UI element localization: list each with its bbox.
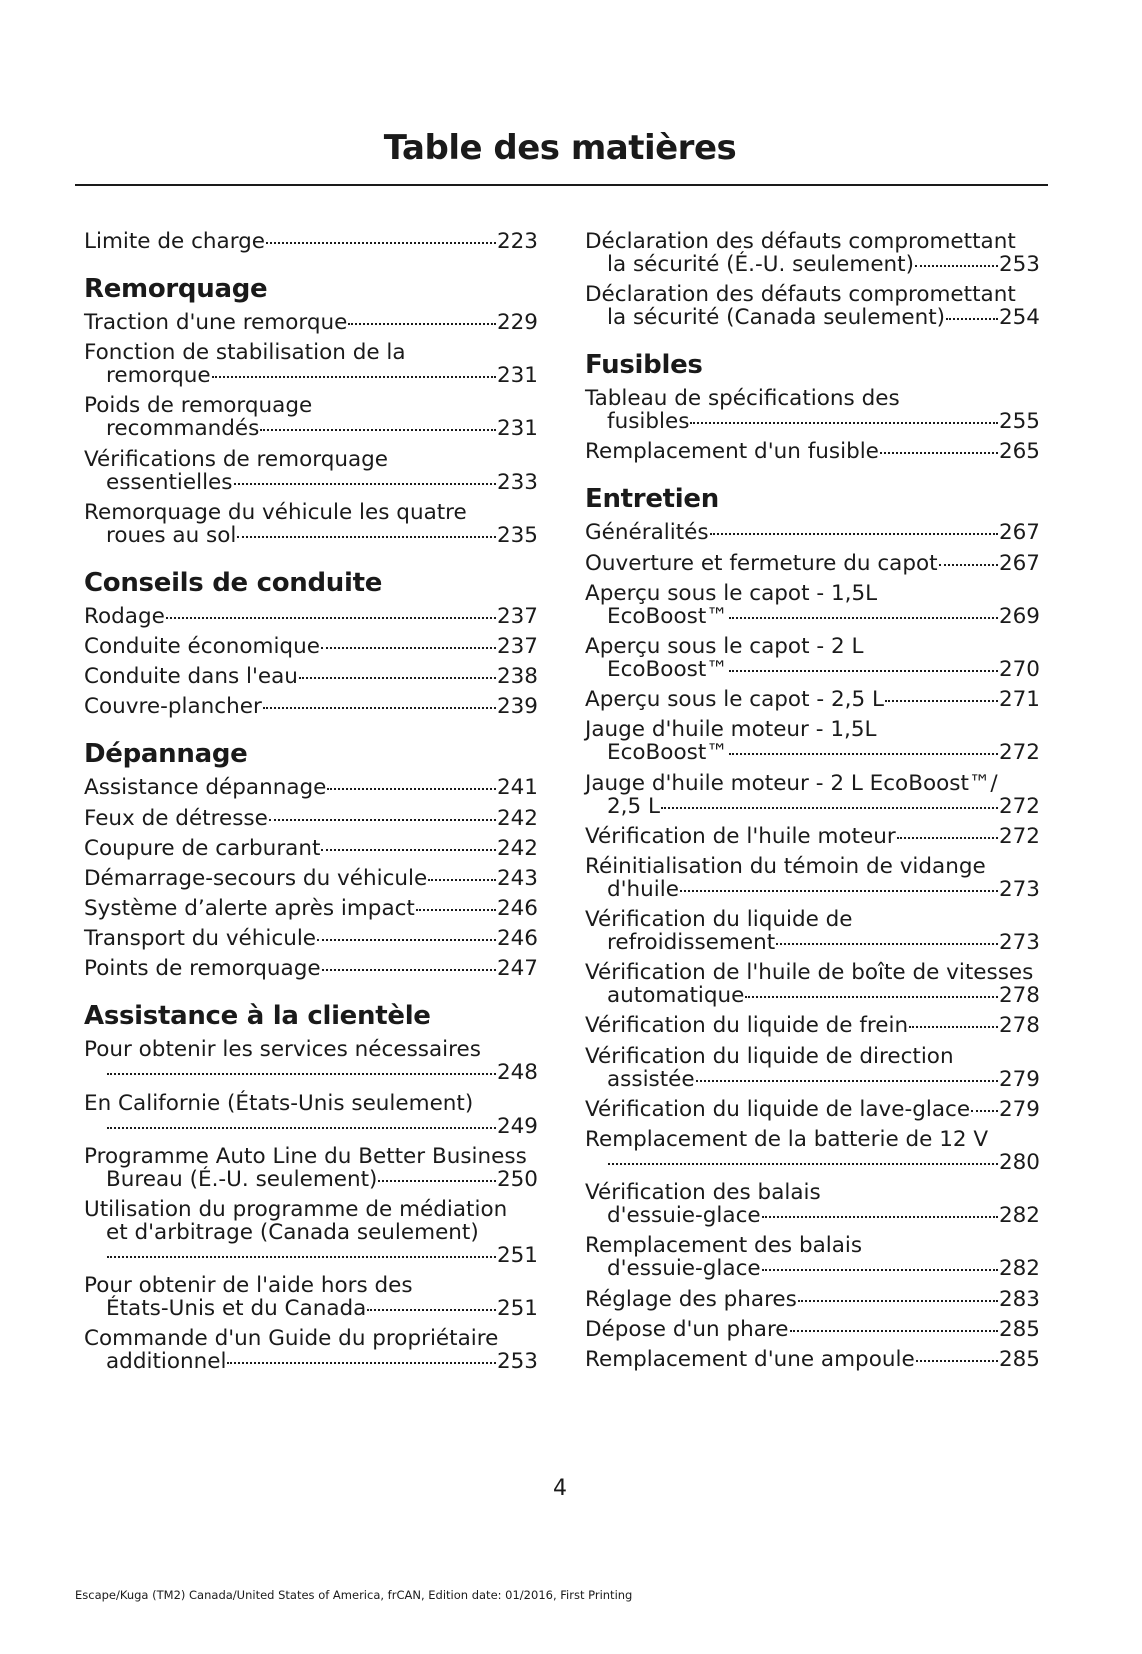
toc-entry-text: Vérification du liquide de direction xyxy=(585,1043,954,1069)
dot-leader xyxy=(227,1362,495,1364)
dot-leader xyxy=(915,265,998,267)
dot-leader xyxy=(321,647,496,649)
toc-entry-text: Vérification du liquide de frein xyxy=(585,1013,909,1039)
dot-leader xyxy=(269,819,496,821)
toc-entry[interactable] xyxy=(84,341,538,387)
toc-entry-text: Remplacement des balais xyxy=(585,1233,863,1259)
toc-page-number: 267 xyxy=(998,550,1040,576)
toc-entry[interactable] xyxy=(84,448,538,494)
toc-entry-text: EcoBoost™ xyxy=(607,656,728,682)
dot-leader xyxy=(321,849,496,851)
toc-page-number: 235 xyxy=(496,522,538,548)
toc-entry[interactable] xyxy=(84,867,538,890)
toc-entry-text: Aperçu sous le capot - 2 L xyxy=(585,633,864,659)
toc-entry-text: Réinitialisation du témoin de vidange xyxy=(585,853,986,879)
toc-page-number: 253 xyxy=(496,1349,538,1375)
toc-page-number: 249 xyxy=(496,1113,538,1139)
toc-entry-text: Réglage des phares xyxy=(585,1286,797,1312)
toc-page-number: 270 xyxy=(998,656,1040,682)
dot-leader xyxy=(107,1127,496,1129)
toc-entry[interactable] xyxy=(84,957,538,980)
title-rule xyxy=(75,184,1048,186)
toc-page-number: 272 xyxy=(998,793,1040,819)
toc-entry[interactable] xyxy=(585,1181,1040,1227)
dot-leader xyxy=(428,879,496,881)
toc-entry-text: Coupure de carburant xyxy=(84,835,321,861)
toc-entry[interactable] xyxy=(585,825,1040,848)
toc-page-number: 239 xyxy=(496,694,538,720)
section-heading-assistance-a-la-clientele: Assistance à la clientèle xyxy=(84,1001,431,1032)
toc-entry[interactable] xyxy=(585,1348,1040,1371)
section-heading-conseils-de-conduite: Conseils de conduite xyxy=(84,567,383,598)
toc-page-number: 282 xyxy=(998,1203,1040,1229)
toc-entry-text: Utilisation du programme de médiation xyxy=(84,1197,508,1222)
toc-page-number: 278 xyxy=(998,983,1040,1009)
dot-leader xyxy=(790,1330,998,1332)
toc-entry[interactable] xyxy=(84,695,538,718)
toc-entry-text: En Californie (États-Unis seulement) xyxy=(84,1090,474,1116)
toc-entry-text: Rodage xyxy=(84,603,165,629)
toc-entry-text: essentielles xyxy=(106,469,233,495)
dot-leader xyxy=(971,1110,998,1112)
toc-entry-text: la sécurité (É.-U. seulement) xyxy=(607,252,915,277)
toc-page-number: 280 xyxy=(998,1150,1040,1175)
toc-entry-text: recommandés xyxy=(106,416,260,442)
toc-page-number: 285 xyxy=(998,1316,1040,1342)
toc-entry[interactable] xyxy=(585,1234,1040,1280)
section-heading-fusibles: Fusibles xyxy=(585,350,703,381)
toc-page-number: 285 xyxy=(998,1346,1040,1372)
dot-leader xyxy=(710,533,998,535)
toc-entry[interactable] xyxy=(84,1327,538,1373)
toc-page-number: 231 xyxy=(496,363,538,389)
toc-entry[interactable] xyxy=(84,394,538,440)
toc-entry[interactable] xyxy=(585,387,1040,433)
toc-right-column xyxy=(585,230,1040,1378)
toc-entry-text: Poids de remorquage xyxy=(84,393,313,419)
toc-entry-text: Généralités xyxy=(585,520,709,546)
section-heading-entretien: Entretien xyxy=(585,484,719,515)
toc-entry[interactable] xyxy=(585,718,1040,764)
toc-entry-text: Pour obtenir les services nécessaires xyxy=(84,1037,481,1063)
toc-entry-text: Commande d'un Guide du propriétaire xyxy=(84,1326,499,1352)
toc-entry-text: Traction d'une remorque xyxy=(84,310,348,335)
toc-entry-text: la sécurité (Canada seulement) xyxy=(607,305,946,331)
toc-entry[interactable] xyxy=(84,1092,538,1138)
toc-entry[interactable] xyxy=(585,1014,1040,1037)
toc-entry[interactable] xyxy=(585,552,1040,575)
toc-page-number: 279 xyxy=(998,1066,1040,1092)
toc-page-number: 250 xyxy=(496,1166,538,1192)
toc-entry[interactable] xyxy=(585,855,1040,901)
toc-page-number: 229 xyxy=(496,310,538,335)
toc-entry-text: Jauge d'huile moteur - 1,5L xyxy=(585,717,877,743)
toc-entry[interactable] xyxy=(585,635,1040,681)
dot-leader xyxy=(327,788,496,790)
dot-leader xyxy=(916,1360,998,1362)
toc-page-number: 246 xyxy=(496,896,538,922)
toc-page-number: 255 xyxy=(998,409,1040,435)
toc-page-number: 247 xyxy=(496,956,538,982)
dot-leader xyxy=(745,996,998,998)
toc-entry-text: Aperçu sous le capot - 2,5 L xyxy=(585,687,884,713)
toc-page-number: 243 xyxy=(496,865,538,891)
toc-page-number: 279 xyxy=(998,1096,1040,1122)
dot-leader xyxy=(729,753,998,755)
toc-page-number: 272 xyxy=(998,823,1040,849)
toc-entry-text: Limite de charge xyxy=(84,229,266,254)
toc-entry-text: Feux de détresse xyxy=(84,805,268,831)
toc-entry-text: 2,5 L xyxy=(607,793,661,819)
toc-page-number: 241 xyxy=(496,775,538,801)
toc-page-number: 251 xyxy=(496,1243,538,1268)
toc-entry[interactable] xyxy=(84,837,538,860)
toc-page-number: 253 xyxy=(998,252,1040,277)
toc-entry[interactable] xyxy=(84,1274,538,1320)
toc-entry[interactable] xyxy=(585,1318,1040,1341)
toc-entry-text: Dépose d'un phare xyxy=(585,1316,789,1342)
dot-leader xyxy=(266,242,496,244)
toc-entry-text: États-Unis et du Canada xyxy=(106,1296,367,1322)
toc-page-number: 248 xyxy=(496,1060,538,1086)
toc-entry[interactable] xyxy=(585,1045,1040,1091)
dot-leader xyxy=(348,323,496,325)
toc-page-number: 231 xyxy=(496,416,538,442)
toc-entry-text: d'huile xyxy=(607,876,679,902)
dot-leader xyxy=(317,939,496,941)
toc-entry-text: Déclaration des défauts compromettant xyxy=(585,282,1016,308)
toc-entry-text: assistée xyxy=(607,1066,695,1092)
toc-page-number: 233 xyxy=(496,469,538,495)
toc-entry-text: Vérification du liquide de xyxy=(585,907,853,933)
dot-leader xyxy=(212,376,496,378)
toc-entry-text: Conduite économique xyxy=(84,633,320,659)
dot-leader xyxy=(762,1216,998,1218)
toc-entry[interactable] xyxy=(585,961,1040,1007)
toc-entry-text: refroidissement xyxy=(607,930,776,956)
toc-entry-text: Conduite dans l'eau xyxy=(84,664,298,690)
dot-leader xyxy=(237,536,496,538)
dot-leader xyxy=(661,807,998,809)
toc-entry[interactable] xyxy=(84,501,538,547)
dot-leader xyxy=(107,1256,496,1258)
toc-entry-text: Remplacement de la batterie de 12 V xyxy=(585,1127,989,1152)
toc-entry-text: Programme Auto Line du Better Business xyxy=(84,1143,527,1169)
toc-entry-text: Vérification du liquide de lave-glace xyxy=(585,1096,971,1122)
toc-entry-text: Démarrage-secours du véhicule xyxy=(84,865,428,891)
toc-page-number: 283 xyxy=(998,1286,1040,1312)
toc-entry-text: Vérification de l'huile de boîte de vitesses xyxy=(585,960,1034,986)
dot-leader xyxy=(776,943,998,945)
toc-entry-text: roues au sol xyxy=(106,522,237,548)
dot-leader xyxy=(367,1309,496,1311)
dot-leader xyxy=(378,1180,496,1182)
toc-entry[interactable] xyxy=(84,605,538,628)
toc-entry[interactable] xyxy=(84,1198,538,1267)
toc-entry-text: fusibles xyxy=(607,409,690,435)
toc-entry-text: Ouverture et fermeture du capot xyxy=(585,550,938,576)
toc-page-number: 282 xyxy=(998,1256,1040,1282)
toc-entry[interactable] xyxy=(84,665,538,688)
toc-entry-text: Jauge d'huile moteur - 2 L EcoBoost™/ xyxy=(585,770,998,796)
toc-entry[interactable] xyxy=(84,776,538,799)
toc-entry[interactable] xyxy=(84,311,538,334)
toc-entry-text: Aperçu sous le capot - 1,5L xyxy=(585,580,878,606)
dot-leader xyxy=(729,670,998,672)
dot-leader xyxy=(939,564,998,566)
toc-entry-text: EcoBoost™ xyxy=(607,740,728,766)
toc-page-number: 237 xyxy=(496,603,538,629)
dot-leader xyxy=(260,429,496,431)
dot-leader xyxy=(680,890,998,892)
toc-entry-text: Pour obtenir de l'aide hors des xyxy=(84,1273,413,1299)
toc-entry[interactable] xyxy=(585,1128,1040,1174)
section-heading-remorquage: Remorquage xyxy=(84,274,268,304)
toc-entry-text: Points de remorquage xyxy=(84,956,321,982)
toc-page-number: 265 xyxy=(998,439,1040,465)
toc-entry[interactable] xyxy=(84,1038,538,1084)
toc-page-number: 272 xyxy=(998,740,1040,766)
toc-entry[interactable] xyxy=(585,283,1040,329)
toc-entry-text: Vérifications de remorquage xyxy=(84,446,389,472)
dot-leader xyxy=(166,617,496,619)
toc-page-number: 242 xyxy=(496,835,538,861)
dot-leader xyxy=(798,1300,998,1302)
toc-entry-text: Vérification de l'huile moteur xyxy=(585,823,896,849)
toc-entry[interactable] xyxy=(585,230,1040,276)
toc-entry[interactable] xyxy=(585,1098,1040,1121)
toc-entry-text: Remplacement d'un fusible xyxy=(585,439,879,465)
toc-page-number: 238 xyxy=(496,664,538,690)
toc-entry-text: automatique xyxy=(607,983,745,1009)
toc-entry-text: Vérification des balais xyxy=(585,1180,821,1206)
toc-entry-text: et d'arbitrage (Canada seulement) xyxy=(106,1220,479,1245)
toc-entry[interactable] xyxy=(585,908,1040,954)
toc-entry-text: Bureau (É.-U. seulement) xyxy=(106,1166,378,1192)
toc-page-number: 223 xyxy=(496,229,538,254)
toc-page-number: 246 xyxy=(496,926,538,952)
toc-entry-text: Remplacement d'une ampoule xyxy=(585,1346,915,1372)
dot-leader xyxy=(416,909,496,911)
toc-entry-text: Remorquage du véhicule les quatre xyxy=(84,499,467,525)
toc-entry-text: Déclaration des défauts compromettant xyxy=(585,229,1016,254)
toc-entry-text: Système d’alerte après impact xyxy=(84,896,415,922)
toc-entry-text: d'essuie-glace xyxy=(607,1203,761,1229)
toc-entry[interactable] xyxy=(84,1145,538,1191)
toc-entry-text: additionnel xyxy=(106,1349,227,1375)
dot-leader xyxy=(608,1163,998,1165)
toc-entry[interactable] xyxy=(585,688,1040,711)
toc-entry-text: d'essuie-glace xyxy=(607,1256,761,1282)
toc-entry-text: Tableau de spécifications des xyxy=(585,386,900,412)
toc-entry[interactable] xyxy=(84,230,538,253)
toc-entry-text: EcoBoost™ xyxy=(607,603,728,629)
toc-entry[interactable] xyxy=(585,440,1040,463)
dot-leader xyxy=(885,700,998,702)
dot-leader xyxy=(909,1026,998,1028)
dot-leader xyxy=(880,452,998,454)
toc-left-column xyxy=(84,230,538,1381)
dot-leader xyxy=(234,483,496,485)
toc-page-number: 273 xyxy=(998,876,1040,902)
dot-leader xyxy=(696,1080,998,1082)
dot-leader xyxy=(107,1073,496,1075)
dot-leader xyxy=(729,617,998,619)
toc-page-number: 251 xyxy=(496,1296,538,1322)
toc-page-number: 269 xyxy=(998,603,1040,629)
dot-leader xyxy=(299,677,496,679)
toc-entry-text: Assistance dépannage xyxy=(84,775,327,801)
dot-leader xyxy=(322,969,496,971)
toc-page-number: 242 xyxy=(496,805,538,831)
toc-page-number: 237 xyxy=(496,633,538,659)
toc-entry[interactable] xyxy=(585,772,1040,818)
toc-entry-text: Fonction de stabilisation de la xyxy=(84,340,406,366)
toc-entry-text: Couvre-plancher xyxy=(84,694,262,720)
toc-entry[interactable] xyxy=(84,807,538,830)
toc-page-number: 273 xyxy=(998,930,1040,956)
toc-entry-text: remorque xyxy=(106,363,211,389)
dot-leader xyxy=(690,422,998,424)
toc-page-number: 254 xyxy=(998,305,1040,331)
dot-leader xyxy=(263,707,496,709)
toc-entry[interactable] xyxy=(84,635,538,658)
page-number: 4 xyxy=(553,1476,567,1501)
toc-entry[interactable] xyxy=(585,582,1040,628)
dot-leader xyxy=(762,1269,998,1271)
toc-entry[interactable] xyxy=(84,927,538,950)
toc-page-number: 271 xyxy=(998,687,1040,713)
toc-entry[interactable] xyxy=(84,897,538,920)
toc-entry-text: Transport du véhicule xyxy=(84,926,317,952)
toc-page-number: 278 xyxy=(998,1013,1040,1039)
dot-leader xyxy=(897,837,998,839)
dot-leader xyxy=(946,318,998,320)
page-title: Table des matières xyxy=(383,128,737,168)
toc-entry[interactable] xyxy=(585,1288,1040,1311)
footer-text: Escape/Kuga (TM2) Canada/United States of America, frCAN, Edition date: 01/2016, First Printing xyxy=(75,1588,633,1602)
section-heading-depannage: Dépannage xyxy=(84,739,248,770)
toc-entry[interactable] xyxy=(585,521,1040,544)
toc-page-number: 267 xyxy=(998,520,1040,546)
